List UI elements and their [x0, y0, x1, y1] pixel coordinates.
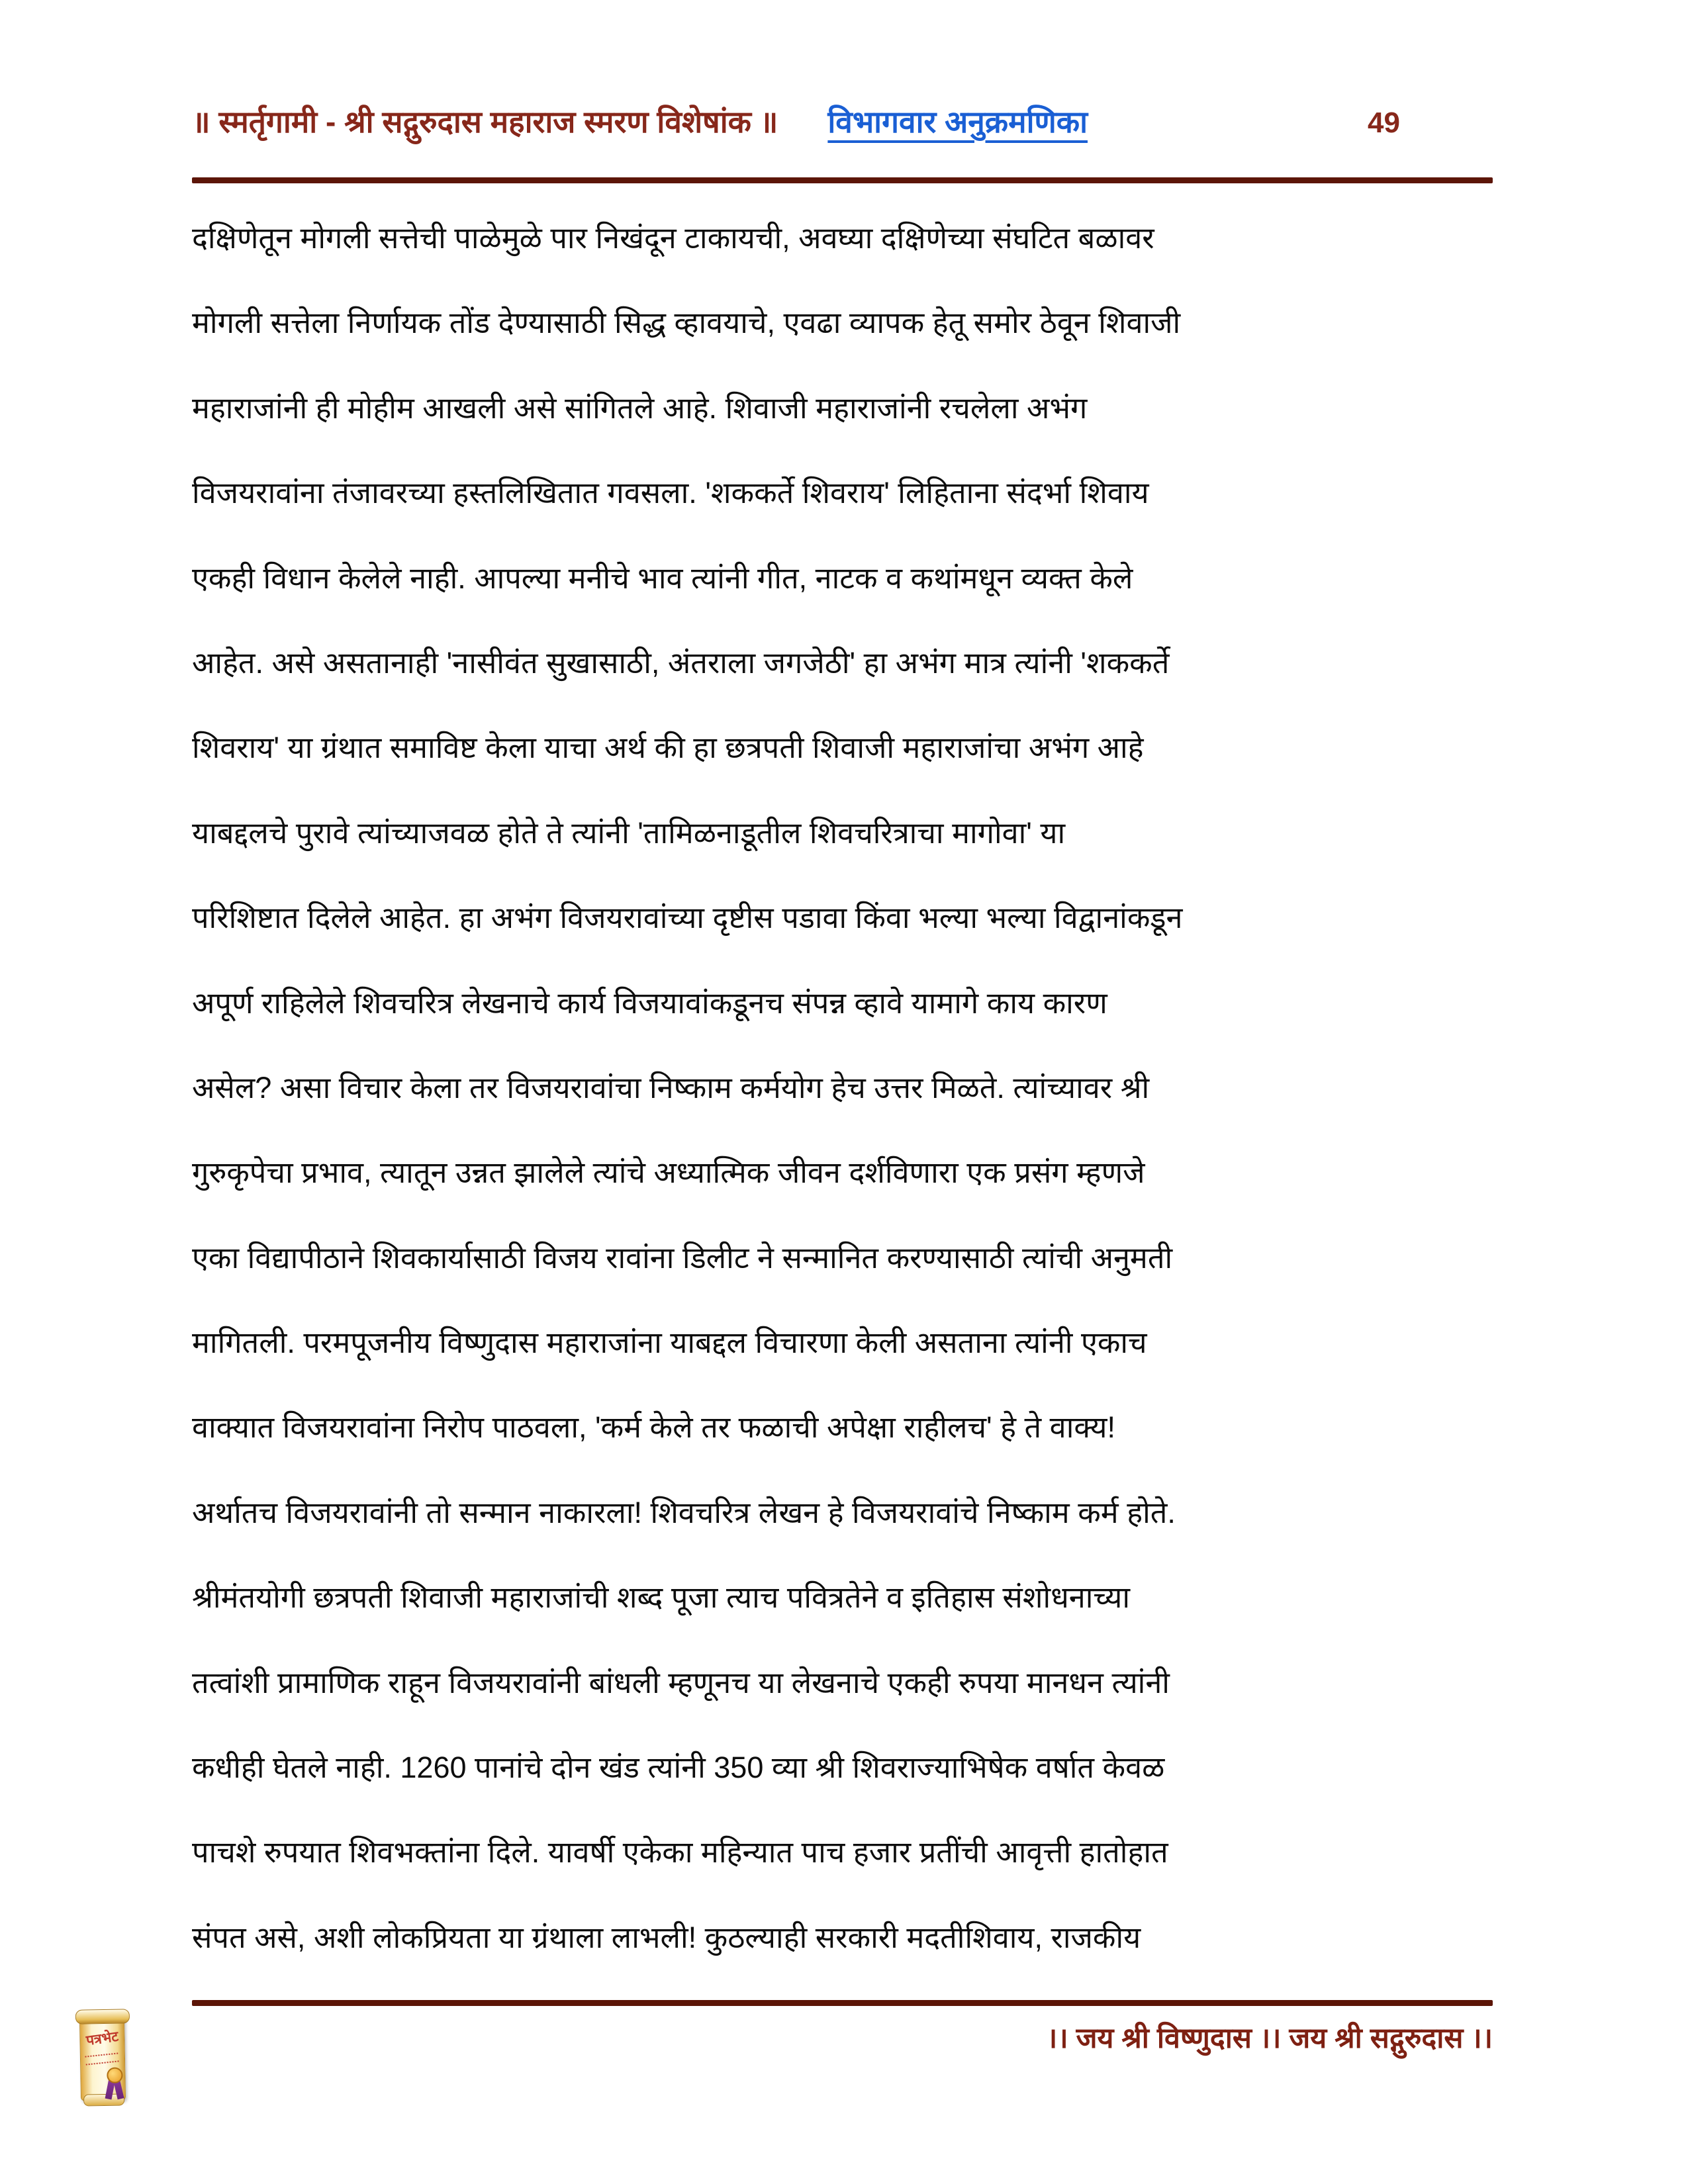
body-line: गुरुकृपेचा प्रभाव, त्यातून उन्नत झालेले त्यांचे अध्यात्मिक जीवन दर्शविणारा एक प्रसंग म्हणजे [192, 1156, 1145, 1190]
body-line: अपूर्ण राहिलेले शिवचरित्र लेखनाचे कार्य विजयावांकडूनच संपन्न व्हावे यामागे काय कारण [192, 985, 1107, 1020]
footer-blessing: ।। जय श्री विष्णुदास ।। जय श्री सद्गुरुदास ।। [1047, 2023, 1493, 2054]
body-line: महाराजांनी ही मोहीम आखली असे सांगितले आहे. शिवाजी महाराजांनी रचलेला अभंग [192, 390, 1088, 425]
body-line: श्रीमंतयोगी छत्रपती शिवाजी महाराजांची शब्द पूजा त्याच पवित्रतेने व इतिहास संशोधनाच्या [192, 1580, 1130, 1615]
body-line: एकही विधान केलेले नाही. आपल्या मनीचे भाव त्यांनी गीत, नाटक व कथांमधून व्यक्त केले [192, 561, 1133, 595]
article-body [192, 196, 1499, 1980]
body-line: मोगली सत्तेला निर्णायक तोंड देण्यासाठी सिद्ध व्हावयाचे, एवढा व्यापक हेतू समोर ठेवून शिवाजी [192, 306, 1181, 340]
page-title: ॥ स्मर्तृगामी - श्री सद्गुरुदास महाराज स्मरण विशेषांक ॥ [192, 105, 778, 139]
body-line: दक्षिणेतून मोगली सत्तेची पाळेमुळे पार निखंदून टाकायची, अवघ्या दक्षिणेच्या संघटित बळावर [192, 221, 1154, 255]
page-header [192, 101, 1493, 142]
body-line: कधीही घेतले नाही. 1260 पानांचे दोन खंड त्यांनी 350 व्या श्री शिवराज्याभिषेक वर्षात केवळ [192, 1751, 1165, 1785]
body-line: मागितली. परमपूजनीय विष्णुदास महाराजांना याबद्दल विचारणा केली असताना त्यांनी एकाच [192, 1326, 1147, 1360]
scroll-top-curl [75, 2009, 130, 2024]
footer-divider [192, 2000, 1493, 2006]
body-line: शिवराय' या ग्रंथात समाविष्ट केला याचा अर्थ की हा छत्रपती शिवाजी महाराजांचा अभंग आहे [192, 731, 1144, 765]
body-line: एका विद्यापीठाने शिवकार्यासाठी विजय रावांना डिलीट ने सन्मानित करण्यासाठी त्यांची अनुमती [192, 1240, 1173, 1275]
body-line: विजयरावांना तंजावरच्या हस्तलिखितात गवसला. 'शककर्ते शिवराय' लिहिताना संदर्भा शिवाय [192, 476, 1149, 510]
body-line: परिशिष्टात दिलेले आहेत. हा अभंग विजयरावांच्या दृष्टीस पडावा किंवा भल्या भल्या विद्वानांकडून [192, 901, 1183, 935]
header-divider [192, 177, 1493, 183]
patrabhet-logo [75, 2006, 134, 2111]
body-line: पाचशे रुपयात शिवभक्तांना दिले. यावर्षी एकेका महिन्यात पाच हजार प्रतींची आवृत्ती हातोहात [192, 1835, 1168, 1870]
logo-label: पत्रभेट [85, 2028, 120, 2049]
body-line: वाक्यात विजयरावांना निरोप पाठवला, 'कर्म केले तर फळाची अपेक्षा राहीलच' हे ते वाक्य! [192, 1410, 1116, 1445]
page-number: 49 [1368, 107, 1400, 139]
body-line: संपत असे, अशी लोकप्रियता या ग्रंथाला लाभली! कुठल्याही सरकारी मदतीशिवाय, राजकीय [192, 1920, 1141, 1954]
body-line: अर्थातच विजयरावांनी तो सन्मान नाकारला! शिवचरित्र लेखन हे विजयरावांचे निष्काम कर्म होते. [192, 1495, 1176, 1529]
body-line: याबद्दलचे पुरावे त्यांच्याजवळ होते ते त्यांनी 'तामिळनाडूतील शिवचरित्राचा मागोवा' या [192, 815, 1066, 850]
body-line: आहेत. असे असतानाही 'नासीवंत सुखासाठी, अंतराला जगजेठी' हा अभंग मात्र त्यांनी 'शककर्ते [192, 645, 1170, 680]
body-line: तत्वांशी प्रामाणिक राहून विजयरावांनी बांधली म्हणूनच या लेखनाचे एकही रुपया मानधन त्यांनी [192, 1665, 1170, 1700]
body-line: असेल? असा विचार केला तर विजयरावांचा निष्काम कर्मयोग हेच उत्तर मिळते. त्यांच्यावर श्री [192, 1070, 1150, 1105]
toc-link[interactable]: विभागवार अनुक्रमणिका [827, 105, 1088, 139]
